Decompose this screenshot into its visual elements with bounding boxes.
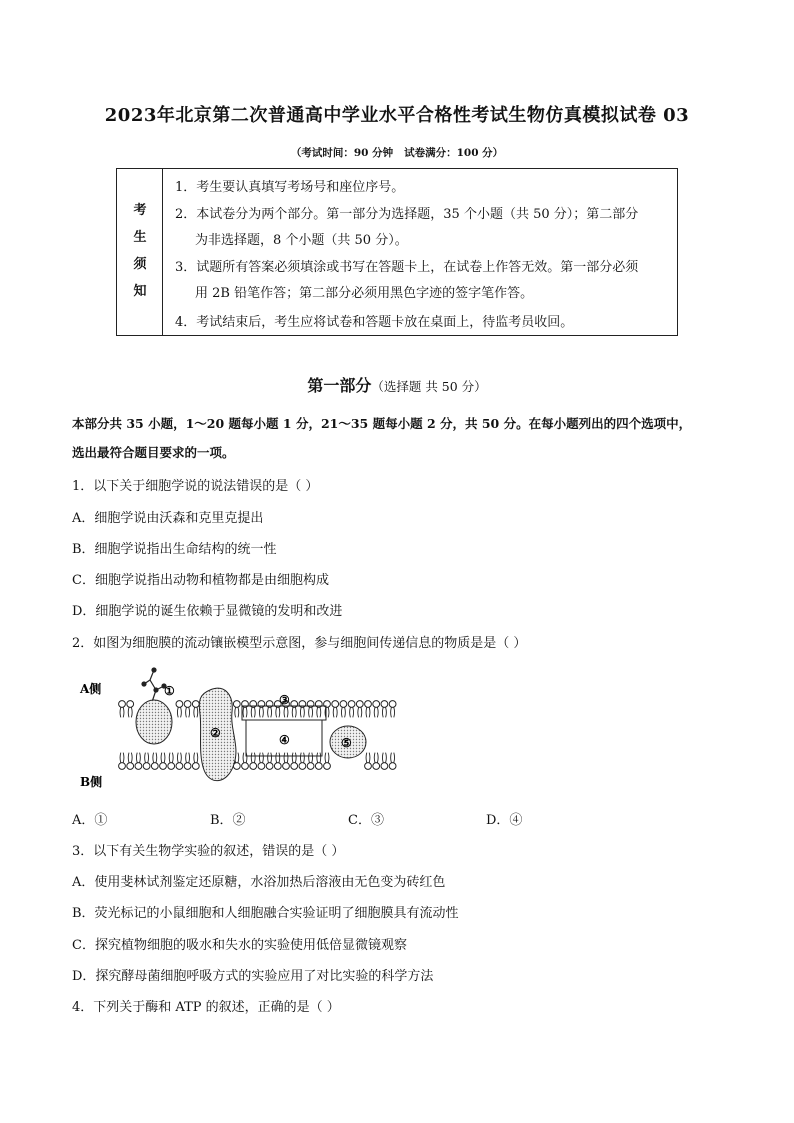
phospholipid-head (250, 763, 257, 770)
phospholipid-tail (358, 707, 362, 717)
notice-item: 3．试题所有答案必须填涂或书写在答题卡上，在试卷上作答无效。第一部分必须 (175, 260, 639, 275)
exam-title: 2023年北京第二次普通高中学业水平合格性考试生物仿真模拟试卷 03 (104, 105, 690, 126)
part-intro-line: 选出最符合题目要求的一项。 (72, 445, 235, 460)
notice-item: 2．本试卷分为两个部分。第一部分为选择题，35 个小题（共 50 分）；第二部分 (175, 207, 639, 222)
option: D．探究酵母菌细胞呼吸方式的实验应用了对比实验的科学方法 (72, 969, 434, 984)
phospholipid-head (381, 701, 388, 708)
phospholipid-head (381, 763, 388, 770)
notice-item: 用 2B 铅笔作答；第二部分必须用黑色字迹的签字笔作答。 (195, 286, 534, 301)
phospholipid-tail (366, 707, 370, 717)
phospholipid-tail (177, 753, 181, 763)
phospholipid-tail (251, 753, 255, 763)
phospholipid-head (151, 763, 158, 770)
phospholipid-head (127, 763, 134, 770)
part-title: 第一部分 (307, 376, 372, 395)
phospholipid-head (348, 701, 355, 708)
phospholipid-tail (374, 707, 378, 717)
phospholipid-tail (366, 753, 370, 763)
phospholipid-head (365, 701, 372, 708)
phospholipid-tail (186, 753, 190, 763)
option: A．细胞学说由沃森和克里克提出 (72, 511, 264, 526)
phospholipid-tail (276, 707, 280, 717)
membrane-diagram (76, 660, 406, 790)
notice-box (116, 168, 678, 336)
option: D．细胞学说的诞生依赖于显微镜的发明和改进 (72, 604, 343, 619)
phospholipid-tail (382, 753, 386, 763)
phospholipid-head (258, 763, 265, 770)
phospholipid-head (373, 701, 380, 708)
phospholipid-head (389, 763, 396, 770)
phospholipid-head (332, 701, 339, 708)
phospholipid-tail (136, 753, 140, 763)
phospholipid-tail (309, 753, 313, 763)
phospholipid-tail (153, 753, 157, 763)
phospholipid-tail (194, 707, 198, 717)
phospholipid-head (184, 763, 191, 770)
phospholipid-tail (325, 753, 329, 763)
phospholipid-tail (120, 753, 124, 763)
glycoprotein-chain (142, 668, 166, 702)
part-note: （选择题 共 50 分） (371, 379, 487, 394)
option: A．使用斐林试剂鉴定还原糖，水浴加热后溶液由无色变为砖红色 (72, 875, 446, 890)
question-stem: 4．下列关于酶和 ATP 的叙述，正确的是（ ） (72, 1000, 340, 1015)
phospholipid-head (233, 701, 240, 708)
phospholipid-tail (284, 753, 288, 763)
option: A．① (72, 813, 108, 828)
phospholipid-head (119, 701, 126, 708)
phospholipid-tail (391, 707, 395, 717)
phospholipid-tail (259, 753, 263, 763)
phospholipid-tail (120, 707, 124, 717)
phospholipid-tail (235, 707, 239, 717)
label-2: ② (210, 726, 221, 740)
option: C．探究植物细胞的吸水和失水的实验使用低倍显微镜观察 (72, 938, 407, 953)
phospholipid-head (324, 763, 331, 770)
label-4: ④ (279, 733, 290, 747)
phospholipid-tail (317, 753, 321, 763)
phospholipid-head (389, 701, 396, 708)
phospholipid-head (135, 763, 142, 770)
question-stem: 2．如图为细胞膜的流动镶嵌模型示意图，参与细胞间传递信息的物质是是（ ） (72, 636, 527, 651)
option: C．③ (348, 813, 384, 828)
option: B．细胞学说指出生命结构的统一性 (72, 542, 277, 557)
phospholipid-tail (145, 753, 149, 763)
phospholipid-head (127, 701, 134, 708)
label-3: ③ (279, 693, 290, 707)
phospholipid-head (192, 701, 199, 708)
phospholipid-head (184, 701, 191, 708)
phospholipid-tail (268, 707, 272, 717)
protein-1 (136, 700, 172, 744)
phospholipid-tail (194, 753, 198, 763)
phospholipid-tail (268, 753, 272, 763)
phospholipid-head (242, 763, 249, 770)
phospholipid-head (373, 763, 380, 770)
phospholipid-tail (300, 753, 304, 763)
exam-subtitle: （考试时间：90 分钟 试卷满分：100 分） (290, 147, 504, 159)
phospholipid-head (192, 763, 199, 770)
phospholipid-tail (300, 707, 304, 717)
side-a-label: A侧 (80, 682, 102, 696)
phospholipid-tail (128, 707, 132, 717)
phospholipid-head (176, 701, 183, 708)
option: B．荧光标记的小鼠细胞和人细胞融合实验证明了细胞膜具有流动性 (72, 906, 459, 921)
phospholipid-head (340, 701, 347, 708)
phospholipid-tail (128, 753, 132, 763)
phospholipid-head (315, 763, 322, 770)
phospholipid-tail (292, 753, 296, 763)
phospholipid-tail (186, 707, 190, 717)
notice-label (117, 169, 163, 335)
phospholipid-tail (333, 707, 337, 717)
question-stem: 3．以下有关生物学实验的叙述，错误的是（ ） (72, 844, 345, 859)
option: D．④ (486, 813, 523, 828)
phospholipid-head (307, 763, 314, 770)
option: C．细胞学说指出动物和植物都是由细胞构成 (72, 573, 329, 588)
phospholipid-tail (169, 753, 173, 763)
phospholipid-tail (251, 707, 255, 717)
phospholipid-head (143, 763, 150, 770)
part-intro-line: 本部分共 35 小题，1～20 题每小题 1 分，21～35 题每小题 2 分，共 50 分。在每小题列出的四个选项中， (72, 416, 692, 431)
phospholipid-head (176, 763, 183, 770)
phospholipid-tail (177, 707, 181, 717)
question-stem: 1．以下关于细胞学说的说法错误的是（ ） (72, 479, 319, 494)
phospholipid-tail (259, 707, 263, 717)
phospholipid-tail (161, 753, 165, 763)
phospholipid-head (356, 701, 363, 708)
phospholipid-tail (374, 753, 378, 763)
notice-label-char: 考 (133, 203, 147, 218)
phospholipid-tail (341, 707, 345, 717)
phospholipid-tail (284, 707, 288, 717)
phospholipid-head (283, 763, 290, 770)
part-heading (0, 373, 794, 396)
phospholipid-tail (292, 707, 296, 717)
phospholipid-tail (243, 707, 247, 717)
notice-label-char: 知 (133, 284, 147, 299)
notice-item: 1．考生要认真填写考场号和座位序号。 (175, 180, 405, 195)
phospholipid-tail (317, 707, 321, 717)
phospholipid-head (160, 763, 167, 770)
phospholipid-head (266, 763, 273, 770)
phospholipid-head (119, 763, 126, 770)
phospholipid-tail (382, 707, 386, 717)
label-5: ⑤ (341, 736, 352, 750)
notice-label-char: 须 (133, 257, 147, 272)
notice-label-char: 生 (133, 230, 147, 245)
phospholipid-tail (309, 707, 313, 717)
phospholipid-head (365, 763, 372, 770)
phospholipid-head (274, 763, 281, 770)
phospholipid-tail (391, 753, 395, 763)
notice-item: 为非选择题，8 个小题（共 50 分）。 (195, 233, 408, 248)
phospholipid-tail (276, 753, 280, 763)
notice-item: 4．考试结束后，考生应将试卷和答题卡放在桌面上，待监考员收回。 (175, 315, 574, 330)
label-1: ① (164, 684, 175, 698)
phospholipid-head (168, 763, 175, 770)
phospholipid-tail (350, 707, 354, 717)
phospholipid-head (299, 763, 306, 770)
side-b-label: B侧 (80, 775, 103, 789)
phospholipid-head (291, 763, 298, 770)
option: B．② (210, 813, 246, 828)
